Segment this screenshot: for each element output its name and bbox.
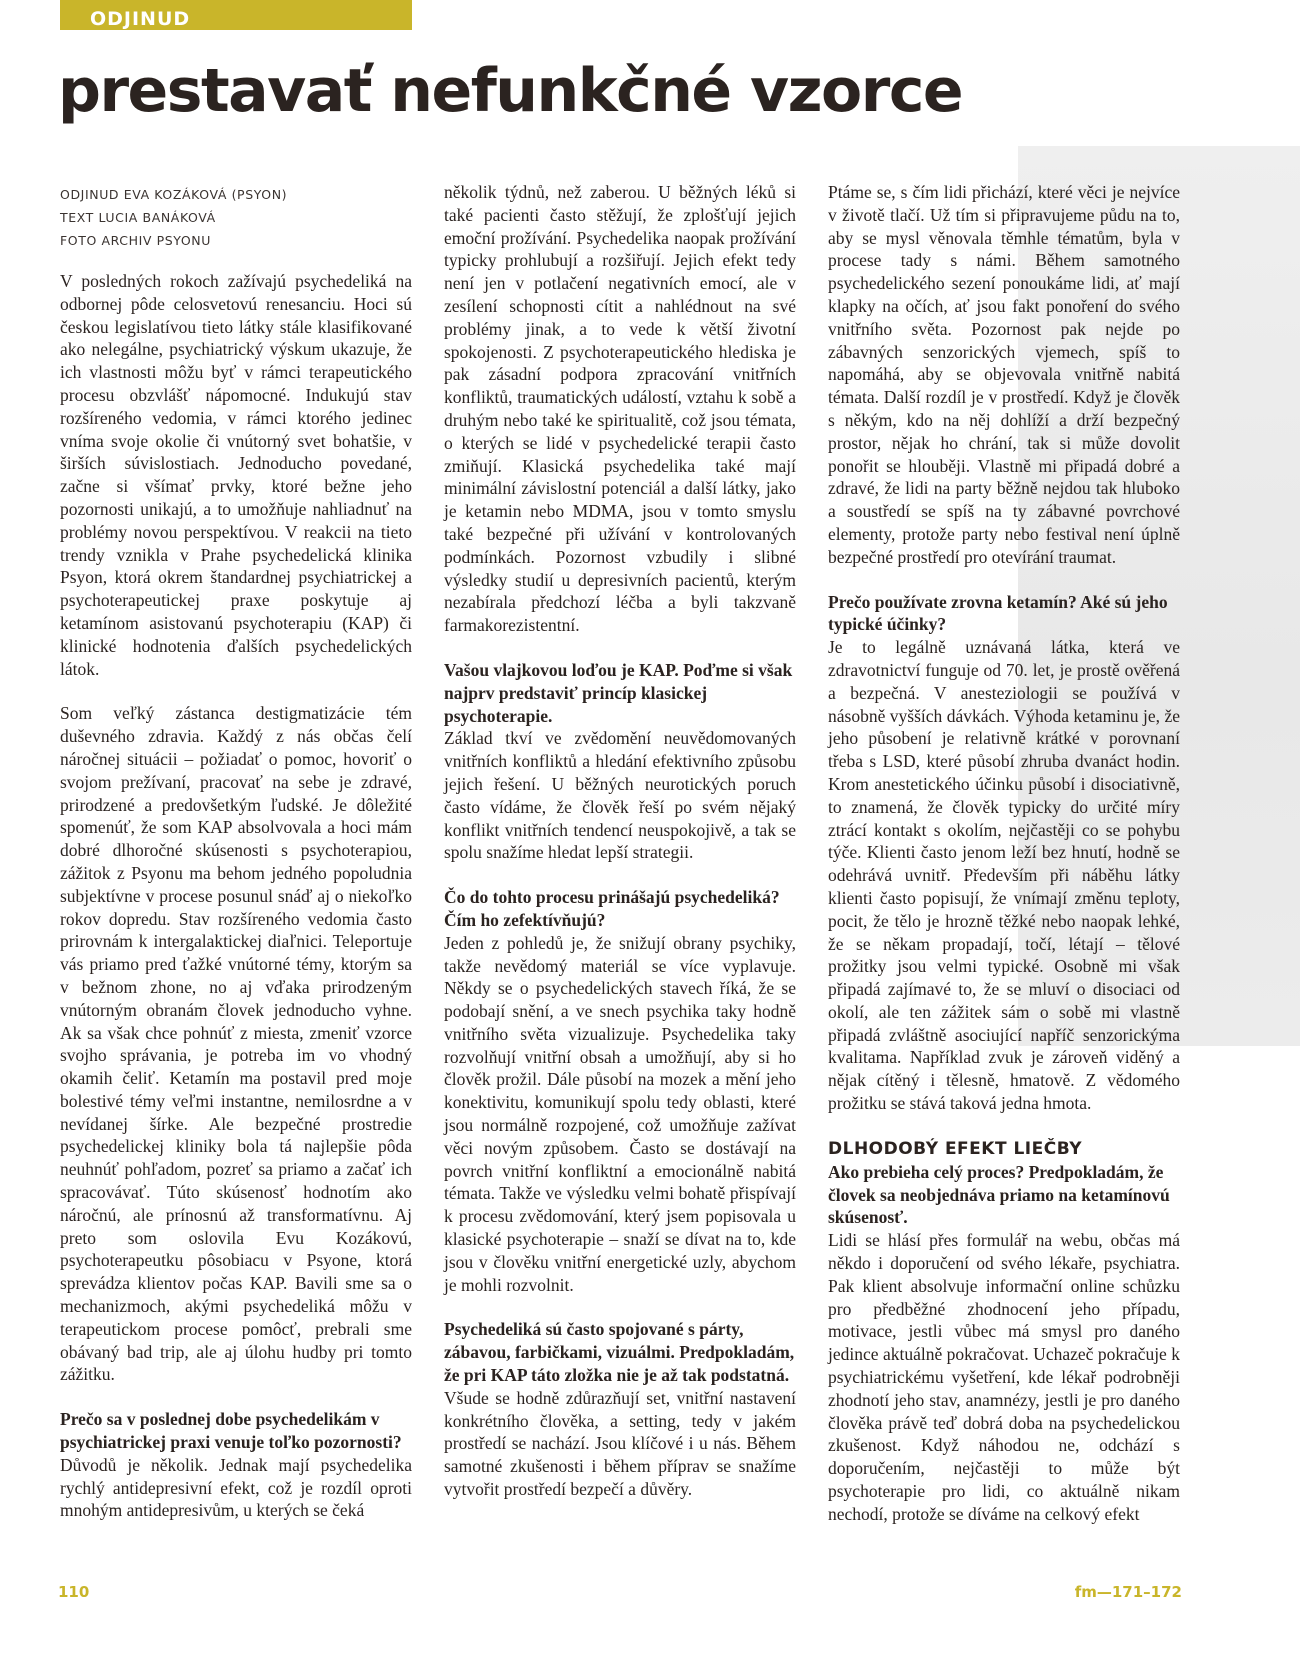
interview-question: Ako prebieha celý proces? Predpokladám, že človek sa neobjednáva priamo na ketamínovú skúsenosť.: [828, 1161, 1170, 1228]
interview-answer: Lidi se hlásí přes formulář na webu, občas má někdo i doporučení od svého lékaře, psychiatra. Pak klient absolvuje informační online schůzku pro předběžné zhodnocení jeho případu, motivace, jestli vůbec má smysl pro daného jedince aktuálně pokračovat. Uchazeč pokračuje k psychiatrickému vyšetření, kde lékař podrobněji zhodnotí jeho stav, anamnézy, jestli je pro daného člověka právě teď dobrá doba na psychedelickou zkušenost. Když náhodou ne, odchází s doporučením, nejčastěji to může být psychoterapie pro lidi, co aktuálně nikam nechodí, protože se díváme na celkový efekt: [828, 1230, 1180, 1524]
column-1: [60, 183, 412, 1544]
interview-answer: několik týdnů, než zaberou. U běžných léků si také pacienti často stěžují, že zplošťují jejich emoční prožívání. Psychedelika naopak prožívání typicky prohlubují a rozšiřují. Jejich efekt tedy není jen v potlačení negativních emocí, ale v zesílení schopnosti cítit a nahlédnout na své problémy jinak, a to vede k větší životní spokojenosti. Z psychoterapeutického hlediska je pak zásadní podpora zpracování vnitřních konfliktů, traumatických událostí, vztahu k sobě a druhým nebo také ke spiritualitě, což jsou témata, o kterých se lidé v psychedelické terapii často zmiňují. Klasická psychedelika také mají minimální závislostní potenciál a další látky, jako je ketamin nebo MDMA, jsou v tomto smyslu také bezpečné při užívání v kontrolovaných podmínkách. Pozornost vzbudily i slibné výsledky studií u depresivních pacientů, kterým nezabírala předchozí léčba a byli takzvaně farmakorezistentní.: [444, 182, 796, 636]
interview-answer: Všude se hodně zdůrazňují set, vnitřní nastavení konkrétního člověka, a setting, tedy v jakém prostředí se nachází. Jsou klíčové i u nás. Během samotné zkušenosti i během příprav se snažíme vytvořit prostředí bezpečí a důvěry.: [444, 1387, 796, 1500]
credit-line: ODJINUD EVA KOZÁKOVÁ (PSYON): [60, 187, 288, 202]
interview-question: Prečo používate zrovna ketamín? Aké sú jeho typické účinky?: [828, 591, 1168, 635]
section-label: ODJINUD: [90, 8, 191, 30]
body-paragraph: Som veľký zástanca destigmatizácie tém duševného zdravia. Každý z nás občas čelí náročnej situácii – požiadať o pomoc, hovoriť o svojom prežívaní, pracovať na sebe je zdravé, prirodzené a predovšetkým ľudské. Je dôležité spomenúť, že som KAP absolvovala a hoci mám dobré dlhoročné skúsenosti s psychoterapiou, zážitok z Psyonu ma behom jedného popoludnia subjektívne v procese posunul snáď aj o niekoľko rokov dopredu. Stav rozšíreného vedomia často prirovnám k intergalaktickej diaľnici. Teleportuje vás priamo pred ťažké vnútorné témy, ktorým sa v bežnom zhone, no aj vďaka prirodzeným vnútorným obranám človek jednoducho vyhne. Ak sa však chce pohnúť z miesta, zmeniť vzorce svojho správania, je potreba im vo vhodný okamih čeliť. Ketamín ma postavil pred moje bolestivé témy veľmi instantne, nemilosrdne a v nevídanej šírke. Ale bezpečné prostredie psychedelickej kliniky bola tá najlepšie pôda neuhnúť pohľadom, pozreť sa priamo a začať ich spracovávať. Túto skúsenosť hodnotím ako náročnú, ale prínosnú až transformatívnu. Aj preto som oslovila Evu Kozákovú, psychoterapeutku pôsobiacu v Psyone, ktorá sprevádza klientov počas KAP. Bavili sme sa o mechanizmoch, akými psychedeliká môžu v terapeutickom procese pomôcť, prebrali sme obávaný bad trip, ale aj úlohu hudby pri tomto zážitku.: [60, 703, 412, 1385]
column-2: [444, 181, 796, 1523]
interview-question: Vašou vlajkovou loďou je KAP. Poďme si však najprv predstaviť princíp klasickej psychoterapie.: [444, 659, 793, 726]
interview-answer: Je to legálně uznávaná látka, která ve zdravotnictví funguje od 70. let, je prostě ověřená a bezpečná. V anesteziologii se používá v násobně vyšších dávkách. Výhoda ketaminu je, že jeho působení je relativně krátké v porovnaní třeba s LSD, které působí zhruba dvanáct hodin. Krom anestetického účinku působí i disociativně, to znamená, že člověk typicky do určité míry ztrácí kontakt s okolím, nejčastěji co se pohybu týče. Klienti často jenom leží bez hnutí, hodně se odehrává uvnitř. Především při náběhu látky klienti často popisují, že vnímají změnu teploty, pocit, že tělo je hrozně těžké nebo naopak lehké, že se někam propadají, točí, létají – tělové prožitky jsou velmi typické. Osobně mi však připadá zajímavé to, že se mluví o disociaci od okolí, ale ten zážitek sám o sobě mi vlastně připadá zvláštně asociující napříč senzorickýma kvalitama. Například zvuk je zároveň viděný a nějak cítěný i tělesně, hmatově. Z vědomého prožitku se stává taková jedna hmota.: [828, 637, 1180, 1114]
credit-line: TEXT LUCIA BANÁKOVÁ: [60, 210, 216, 225]
interview-question: Prečo sa v poslednej dobe psychedelikám v psychiatrickej praxi venuje toľko pozornosti?: [60, 1409, 402, 1453]
interview-answer: Důvodů je několik. Jednak mají psychedelika rychlý antidepresivní efekt, což je rozdíl oproti mnohým antidepresivům, u kterých se čeká: [60, 1454, 412, 1521]
article-credits: [60, 183, 412, 252]
issue-number: fm—171–172: [1074, 1583, 1182, 1601]
column-3: [828, 181, 1180, 1548]
credit-line: FOTO ARCHIV PSYONU: [60, 233, 211, 248]
interview-question: Čo do tohto procesu prinášajú psychedeliká? Čím ho zefektívňujú?: [444, 887, 780, 930]
intro-paragraph: V posledných rokoch zažívajú psychedeliká na odbornej pôde celosvetovú renesanciu. Hoci sú českou legislatívou tieto látky stále klasifikované ako nelegálne, psychiatrický výskum ukazuje, že ich vlastnosti môžu byť v rámci terapeutického procesu obzvlášť nápomocné. Indukujú stav rozšíreného vedomia, v rámci ktorého jedinec vníma svoje okolie či vnútorný svet bohatšie, v širších súvislostiach. Jednoducho povedané, začne si všímať prvky, ktoré bežne jeho pozornosti unikajú, a to umožňuje nahliadnuť na problémy novou perspektívou. V reakcii na tieto trendy vznikla v Prahe psychedelická klinika Psyon, ktorá okrem štandardnej psychiatrickej a psychoterapeutickej praxe poskytuje aj ketamínom asistovanú psychoterapiu (KAP) či klinické hodnotenia ďalších psychedelických látok.: [60, 271, 412, 679]
interview-answer: Ptáme se, s čím lidi přichází, které věci je nejvíce v životě tlačí. Už tím si připravujeme půdu na to, aby se mysl věnovala těmhle tématům, byla v procese tady s námi. Během samotného psychedelického sezení ponoukáme lidi, ať mají klapky na očích, ať jsou fakt ponoření do svého vnitřního světa. Pozornost pak nejde po zábavných senzorických vjemech, spíš to napomáhá, aby se objevovala vnitřně nabitá témata. Další rozdíl je v prostředí. Když je člověk s někým, kdo na něj dohlíží a drží bezpečný prostor, nějak ho chrání, tak si může dovolit ponořit se hlouběji. Vlastně mi připadá dobré a zdravé, že lidi na party běžně nejdou tak hluboko a soustředí se spíš na ty zábavné povrchové elementy, protože party nebo festival není úplně bezpečné prostředí pro otevírání traumat.: [828, 182, 1180, 567]
interview-answer: Jeden z pohledů je, že snižují obrany psychiky, takže nevědomý materiál se více vyplavuje. Někdy se o psychedelických stavech říká, že se podobají snění, a ve snech psychika taky hodně vnitřního světa vizualizuje. Psychedelika taky rozvolňují vnitřní obsah a umožňují, aby si ho člověk prožil. Dále působí na mozek a mění jeho konektivitu, komunikují spolu tedy oblasti, které jsou normálně rozpojené, což umožňuje zažívat věci novým způsobem. Často se dostávají na povrch vnitřní konfliktní a emocionálně nabitá témata. Takže ve výsledku velmi bohatě přispívají k procesu zvědomování, který jsem popisovala u klasické psychoterapie – snaží se dívat na to, kde jsou v člověku vnitřní energetické uzly, abychom je mohli rozvolnit.: [444, 932, 796, 1295]
interview-question: Psychedeliká sú často spojované s párty, zábavou, farbičkami, vizuálmi. Predpokladám, že pri KAP táto zložka nie je až tak podstatná.: [444, 1319, 795, 1386]
interview-answer: Základ tkví ve zvědomění neuvědomovaných vnitřních konfliktů a hledání efektivního způsobu jejich řešení. U běžných neurotických poruch často vídáme, že člověk řeší po svém nějaký konflikt vnitřních tendencí neuspokojivě, a tak se spolu snažíme hledat lepší strategii.: [444, 728, 796, 863]
page-number: 110: [58, 1583, 90, 1601]
article-title: prestavať nefunkčné vzorce: [58, 56, 963, 126]
section-heading: DLHODOBÝ EFEKT LIEČBY: [828, 1138, 1083, 1159]
